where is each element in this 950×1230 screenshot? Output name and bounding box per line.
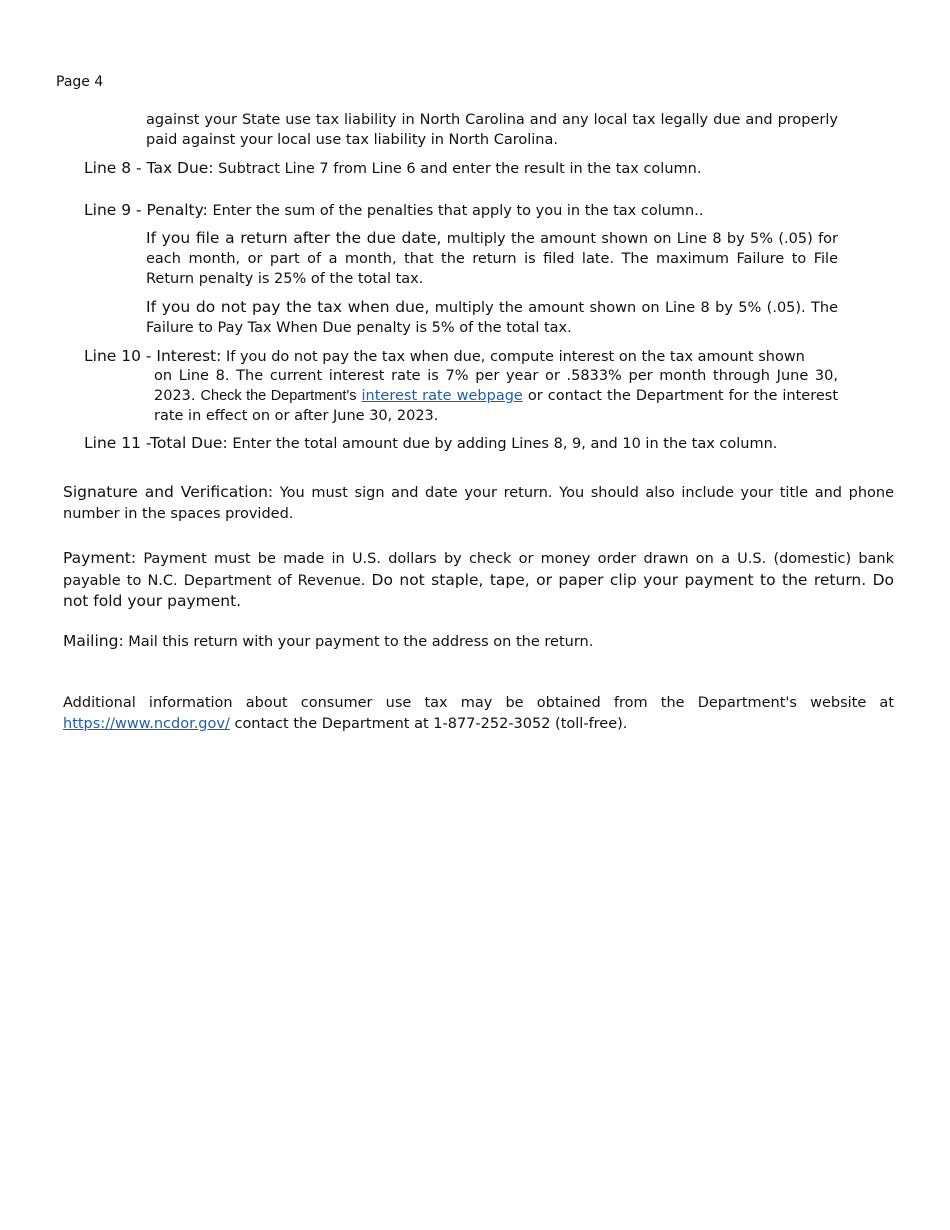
line-11-label: Line 11 -Total Due: — [84, 434, 228, 452]
line-9 — [84, 200, 838, 221]
line-10-check-text: Check the Department's — [200, 388, 357, 404]
penalty-late-filing-lead: If you file a return after the due date, — [146, 229, 442, 247]
payment-section — [63, 548, 894, 613]
page-number: Page 4 — [56, 74, 104, 90]
ncdor-website-link[interactable]: https://www.ncdor.gov/ — [63, 715, 230, 732]
line-11 — [84, 433, 838, 454]
continued-paragraph: against your State use tax liability in North Carolina and any local tax legally due and properly paid against your local use tax liability in North Carolina. — [146, 112, 838, 148]
line-10-contact-text: or contact the Department for the interest rate in effect on or after June 30, 2023. — [154, 388, 839, 424]
payment-warning: Do not staple, tape, or paper clip your payment to the return. Do not fold your payment. — [63, 570, 894, 610]
penalty-late-payment-text: multiply the amount shown on Line 8 by 5% (.05). The Failure to Pay Tax When Due penalty is 5% of the total tax. — [146, 300, 839, 336]
penalty-late-payment-lead: If you do not pay the tax when due, — [146, 298, 430, 316]
line-11-text: Enter the total amount due by adding Lines 8, 9, and 10 in the tax column. — [232, 436, 778, 452]
payment-label: Payment: — [63, 549, 137, 567]
payment-text: Payment must be made in U.S. dollars by check or money order drawn on a U.S. (domestic) bank payable to N.C. Department of Revenue. — [63, 551, 895, 589]
penalty-late-filing-text: multiply the amount shown on Line 8 by 5% (.05) for each month, or part of a month, that the return is filed late. The maximum Failure to File Return penalty is 25% of the total tax. — [146, 231, 839, 287]
mailing-text: Mail this return with your payment to the address on the return. — [128, 634, 594, 650]
line-8 — [84, 158, 838, 179]
line-10-label: Line 10 - Interest: — [84, 347, 222, 365]
line-10-rate-text: on Line 8. The current interest rate is 7% per year or .5833% per month through June 30, 2023. — [154, 368, 838, 404]
additional-info — [63, 693, 894, 734]
additional-contact-text: contact the Department at 1-877-252-3052 (toll-free). — [234, 715, 628, 732]
line-8-text: Subtract Line 7 from Line 6 and enter the result in the tax column. — [218, 161, 702, 177]
penalty-late-filing — [146, 228, 838, 289]
signature-text: You must sign and date your return. You should also include your title and phone number in the spaces provided. — [63, 485, 894, 522]
interest-rate-link[interactable]: interest rate webpage — [361, 388, 523, 404]
mailing-label: Mailing: — [63, 632, 124, 650]
line-10-text: If you do not pay the tax when due, compute interest on the tax amount shown — [225, 349, 805, 365]
line-10-continued — [154, 366, 838, 426]
signature-label: Signature and Verification: — [63, 483, 274, 501]
penalty-late-payment — [146, 297, 838, 338]
line-10 — [84, 346, 838, 367]
line-9-label: Line 9 - Penalty: — [84, 201, 208, 219]
line-8-label: Line 8 - Tax Due: — [84, 159, 214, 177]
line-9-text: Enter the sum of the penalties that apply to you in the tax column.. — [212, 203, 704, 219]
additional-info-text: Additional information about consumer use tax may be obtained from the Department's website at — [63, 695, 894, 711]
signature-section — [63, 482, 894, 524]
mailing-section — [63, 631, 894, 653]
